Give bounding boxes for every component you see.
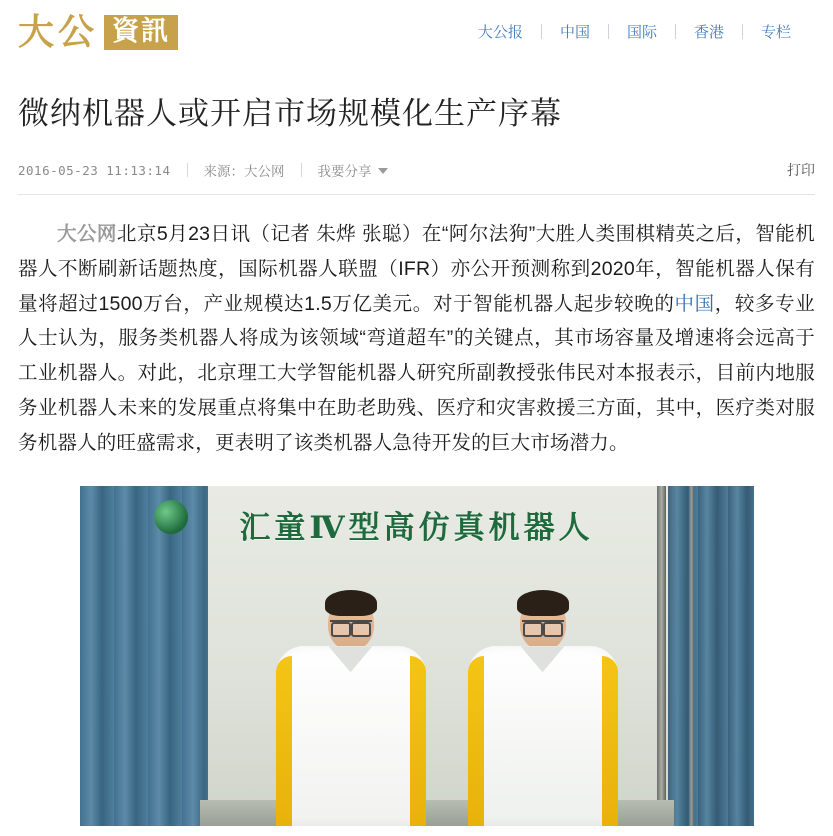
glasses-icon [330,620,372,631]
person-jacket [468,646,618,826]
article-paragraph-2: ，较多专业人士认为，服务类机器人将成为该领域“弯道超车”的关键点，其市场容量及增速将会远高于工业机器人。对此，北京理工大学智能机器人研究所副教授张伟民对本报表示，目前内地服务业机器人未来的发展重点将集中在助老助残、医疗和灾害救援三方面，其中，医疗类对服务机器人的旺盛需求，更表明了该类机器人急待开发的巨大市场潜力。 [18,292,815,454]
person-head [328,596,374,650]
figure-person-left [276,596,426,826]
person-collar [521,646,565,672]
person-head [520,596,566,650]
share-button[interactable] [318,160,388,180]
jacket-stripe [468,656,484,826]
meta-divider [187,163,188,177]
site-header [0,0,833,62]
article-figure [80,486,754,826]
nav-item-column[interactable]: 专栏 [760,23,791,41]
nav-item-hongkong[interactable]: 香港 [693,23,724,41]
glasses-icon [522,620,564,631]
figure-person-right [468,596,618,826]
nav-item-dagongbao[interactable]: 大公报 [477,23,523,41]
article-source: 来源：大公网 [203,164,285,180]
top-navigation [460,21,809,42]
article-body [18,217,815,460]
figure-image [80,486,754,826]
chevron-down-icon [378,168,388,174]
article-paragraph-1: 北京5月23日讯（记者 朱烨 张聪）在“阿尔法狗”大胜人类围棋精英之后，智能机器人不断刷新话题热度，国际机器人联盟（IFR）亦公开预测称到2020年，智能机器人保有量将超过1500万台，产业规模达1.5万亿美元。对于智能机器人起步较晚的 [18,223,815,315]
person-jacket [276,646,426,826]
person-collar [329,646,373,672]
publish-date: 2016-05-23 11:13:14 [18,162,171,178]
article-meta [18,160,815,195]
logo-badge: 資訊 [104,15,178,50]
figure-banner-text: 汇童Ⅳ型高仿真机器人 [239,510,594,547]
article-lead: 大公网 [57,223,117,246]
logo-text: 大公 [18,11,99,53]
inline-link-china[interactable]: 中国 [674,292,715,315]
nav-item-international[interactable]: 国际 [626,23,657,41]
site-logo[interactable] [18,11,178,53]
nav-item-china[interactable]: 中国 [559,23,590,41]
person-hair [325,590,377,616]
print-button[interactable]: 打印 [787,162,815,179]
jacket-stripe [602,656,618,826]
meta-divider [301,163,302,177]
jacket-stripe [410,656,426,826]
jacket-stripe [276,656,292,826]
share-label: 我要分享 [317,164,372,180]
person-hair [517,590,569,616]
page-title: 微纳机器人或开启市场规模化生产序幕 [18,96,562,131]
